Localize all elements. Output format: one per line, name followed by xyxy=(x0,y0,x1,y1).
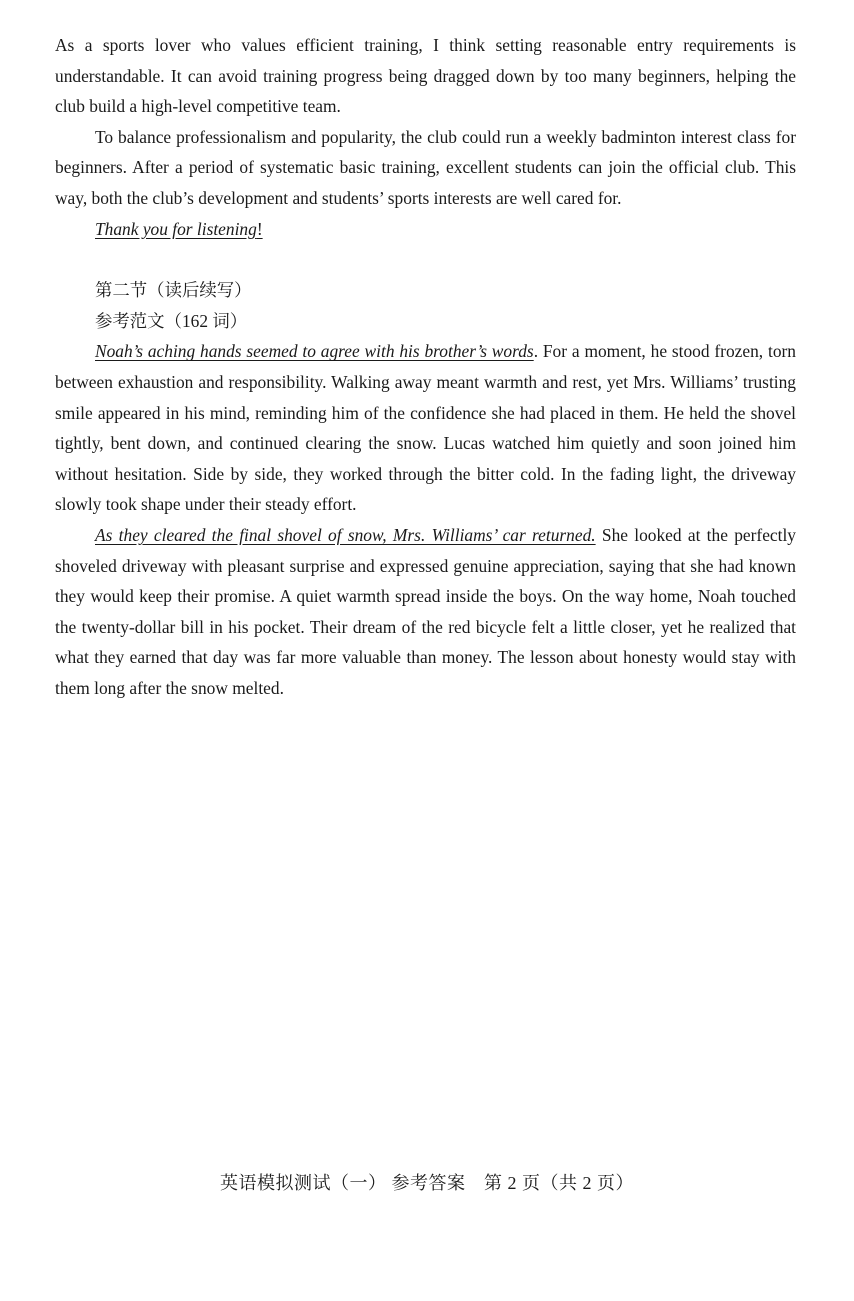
essay-closing xyxy=(55,214,796,245)
page-footer: 英语模拟测试（一） 参考答案 第 2 页（共 2 页） xyxy=(220,1173,634,1193)
document-body xyxy=(55,30,796,703)
story-paragraph-1-rest: . For a moment, he stood frozen, torn between exhaustion and responsibility. Walking away meant warmth and rest, yet Mrs. Williams’ trusting smile appeared in his mind, reminding him of the confidence she had placed in them. He held the shovel tightly, bent down, and continued clearing the snow. Lucas watched him quietly and soon joined him without hesitation. Side by side, they worked through the bitter cold. In the fading light, the driveway slowly took shape under their steady effort. xyxy=(55,341,797,515)
story-paragraph-1 xyxy=(55,336,796,520)
story-paragraph-2-lead: As they cleared the final shovel of snow, Mrs. Williams’ car returned. xyxy=(95,524,596,545)
section-gap xyxy=(55,244,796,275)
story-paragraph-2-rest: She looked at the perfectly shoveled driveway with pleasant surprise and expressed genuine appreciation, saying that she had known they would keep their promise. A quiet warmth spread inside the boys. On the way home, Noah touched the twenty-dollar bill in his pocket. Their dream of the red bicycle felt a little closer, yet he realized that what they earned that day was far more valuable than money. The lesson about honesty would stay with them long after the snow melted. xyxy=(55,524,796,698)
section-subheading: 参考范文（162 词） xyxy=(95,310,248,331)
essay-paragraph-1: As a sports lover who values efficient training, I think setting reasonable entry requirements is understandable. It can avoid training progress being dragged down by too many beginners, helping the club build a high-level competitive team. xyxy=(55,35,796,117)
story-paragraph-2 xyxy=(55,520,796,704)
closing-mark: ! xyxy=(256,218,263,239)
closing-text: Thank you for listening xyxy=(95,218,257,239)
essay-paragraph-2: To balance professionalism and popularity, the club could run a weekly badminton interest class for beginners. After a period of systematic basic training, excellent students can join the official club. This way, both the club’s development and students’ sports interests are well cared for. xyxy=(55,126,796,208)
story-paragraph-1-lead: Noah’s aching hands seemed to agree with his brother’s words xyxy=(95,341,534,362)
section-heading: 第二节（读后续写） xyxy=(95,280,252,301)
